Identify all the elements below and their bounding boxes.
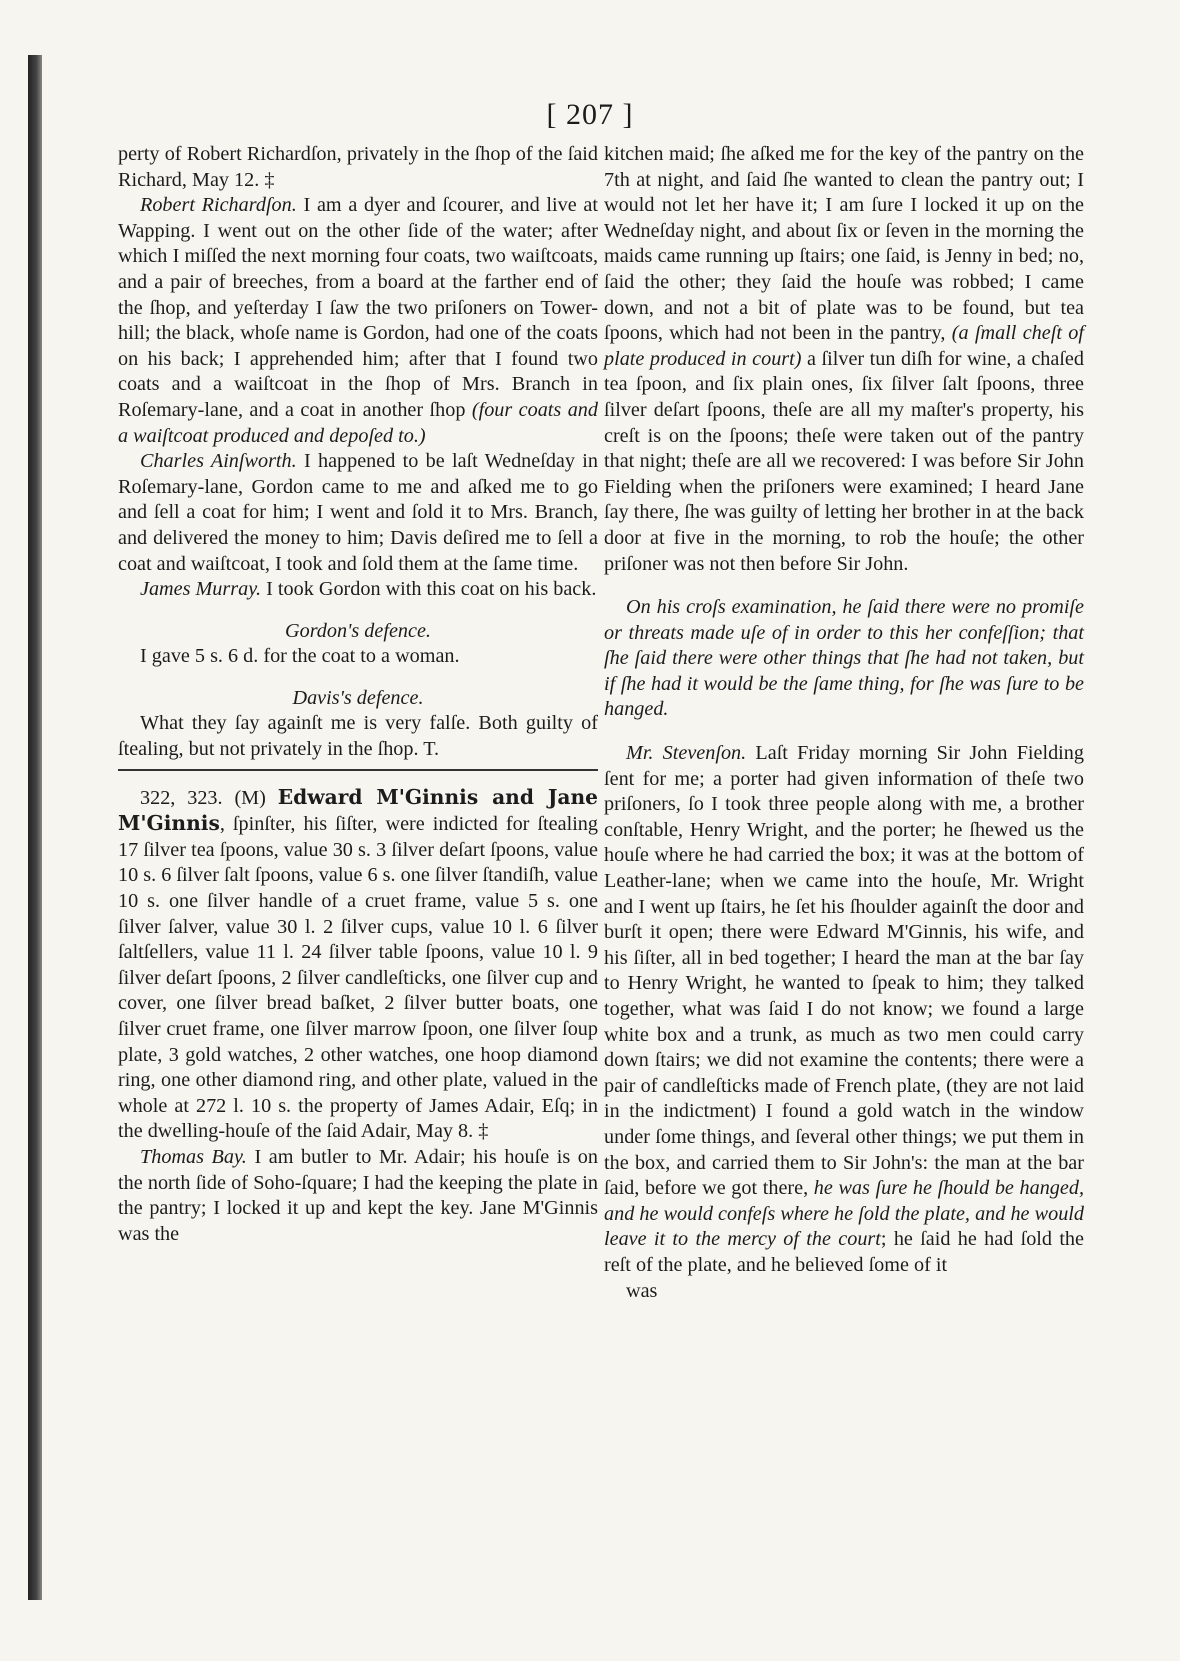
case-number: 322, 323. (M) [140,786,278,809]
testimony-text: I am butler to Mr. Adair; his houſe is on the north ſide of Soho-ſquare; I had the keeping the plate in the pantry; I locked it up and kept the key. Jane M'Ginnis was the [118,1145,598,1245]
speaker-name: Thomas Bay. [140,1145,247,1168]
testimony-text: Laſt Friday morning Sir John Fielding ſent for me; a porter had given information of theſe two priſoners, ſo I took three people along with me, a brother conſtable, Henry Wright, and the porter; he ſhewed us the houſe where he had carried the box; it was at the bottom of Leather-lane; when we came into the houſe, Mr. Wright and I went up ſtairs, he ſet his ſhoulder againſt the door and burſt it open; there were Edward M'Ginnis, his wife, and his ſiſter, all in bed together; I heard the man at the bar ſay to Henry Wright, he wanted to ſpeak to him; they talked together, what was ſaid I do not know; we found a large white box and a trunk, as much as two men could carry down ſtairs; we did not examine the contents; there were a pair of candleſticks made of French plate, (they are not laid in the indictment) I found a gold watch in the window under ſome things, and ſeveral other things; we put them in the box, and carried them to Sir John's: the man at the bar ſaid, before we got there, [604,742,1084,1200]
testimony-text: I happened to be laſt Wedneſday in Roſemary-lane, Gordon came to me and aſked me to go and ſell a coat for him; I went and ſold it to Mrs. Branch, and delivered the money to him; Davis deſired me to ſell a coat and waiſtcoat, I took and ſold them at the ſame time. [118,450,598,575]
cross-examination: On his croſs examination, he ſaid there were no promiſe or threats made uſe of in order to this her confeſſion; that ſhe ſaid there were other things that ſhe had not taken, but if ſhe had it would be the ſame thing, for ſhe was ſure to be hanged. [604,596,1084,721]
indictment-mginnis [118,785,598,1145]
section-divider [118,769,598,771]
testimony-richardson [118,193,598,449]
testimony-bay [118,1145,598,1247]
spacer [604,577,1084,595]
right-column [604,142,1084,1304]
stage-note: (a ſmall cheſt of plate produced in court) [604,322,1085,370]
stage-note: (four coats and a waiſtcoat produced and depoſed to.) [118,398,598,447]
page-number: [ 207 ] [546,98,634,131]
testimony-ainsworth [118,449,598,577]
defendant-names: Edward M'Ginnis and Jane M'Ginnis [118,784,598,836]
paragraph-continuation: perty of Robert Richardſon, privately in the ſhop of the ſaid Richard, May 12. ‡ [118,143,598,191]
testimony-text: ; he ſaid he had ſold the reſt of the plate, and he believed ſome of it [604,1228,1084,1276]
book-spine-shadow [28,55,42,1600]
testimony-text: I took Gordon with this coat on his back. [261,578,597,601]
speaker-name: Mr. Stevenſon. [626,742,747,765]
indictment-text: , ſpinſter, his ſiſter, were indicted for ſtealing 17 ſilver tea ſpoons, value 30 s. 3 ſilver deſart ſpoons, value 10 s. 6 ſilver ſalt ſpoons, value 6 s. one ſilver ſtandiſh, value 10 s. one ſilver handle of a cruet frame, value 5 s. one ſilver ſalver, value 30 l. 2 ſilver cups, value 10 l. 6 ſilver ſaltſellers, value 11 l. 24 ſilver table ſpoons, value 10 l. 9 ſilver deſart ſpoons, 2 ſilver candleſticks, one ſilver cup and cover, one ſilver bread baſket, 2 ſilver butter boats, one ſilver cruet frame, one ſilver marrow ſpoon, one ſilver ſoup plate, 3 gold watches, 2 other watches, one hoop diamond ring, one other diamond ring, and other plate, valued in the whole at 272 l. 10 s. the property of James Adair, Eſq; in the dwelling-houſe of the ſaid Adair, May 8. ‡ [118,813,598,1143]
testimony-text: a ſilver tun diſh for wine, a chaſed tea ſpoon, and ſix plain ones, ſix ſilver ſalt ſpoons, three ſilver deſart ſpoons, theſe are all my maſter's property, his creſt is on the ſpoons; theſe were taken out of the pantry that night; theſe are all we recovered: I was before Sir John Fielding when the priſoners were examined; I heard Jane ſay there, ſhe was guilty of letting her brother in at the back door at five in the morning, to rob the houſe; the other priſoner was not then before Sir John. [604,347,1084,575]
catchword: was [626,1279,658,1302]
testimony-text: I am a dyer and ſcourer, and live at Wapping. I went out on the other ſide of the water; after which I miſſed the next morning four coats, two waiſtcoats, and a pair of breeches, from a board at the farther end of the ſhop, and yeſterday I ſaw the two priſoners on Tower-hill; the black, whoſe name is Gordon, had one of the coats on his back; I apprehended him; after that I found two coats and a waiſtcoat in the ſhop of Mrs. Branch in Roſemary-lane, and a coat in another ſhop [118,194,598,421]
speaker-name: James Murray. [140,578,262,601]
defence-heading-davis: Davis's defence. [292,686,424,709]
spacer [604,723,1084,741]
testimony-bay-continued [604,142,1084,577]
speaker-name: Charles Ainſworth. [140,450,297,473]
testimony-text: kitchen maid; ſhe aſked me for the key of the pantry on the 7th at night, and ſaid ſhe wanted to clean the pantry out; I would not let her have it; I am ſure I locked it up on the Wedneſday night, and about ſix or ſeven in the morning the maids came running up ſtairs; one ſaid, is Jenny in bed; no, ſaid the other; they ſaid the houſe was robbed; I came down, and not a bit of plate was to be found, but tea ſpoons, which had not been in the pantry, [604,143,1084,345]
testimony-stevenson [604,741,1084,1278]
defence-gordon: I gave 5 s. 6 d. for the coat to a woman. [140,645,460,668]
defence-heading-gordon: Gordon's defence. [285,619,431,642]
defence-davis: What they ſay againſt me is very falſe. Both guilty of ſtealing, but not privately in the ſhop. T. [118,712,598,761]
left-column [118,142,598,1247]
quoted-confession: he was ſure he ſhould be hanged, and he would confeſs where he ſold the plate, and he would leave it to the mercy of the court [604,1177,1084,1251]
speaker-name: Robert Richardſon. [140,194,297,217]
testimony-murray [118,577,598,603]
